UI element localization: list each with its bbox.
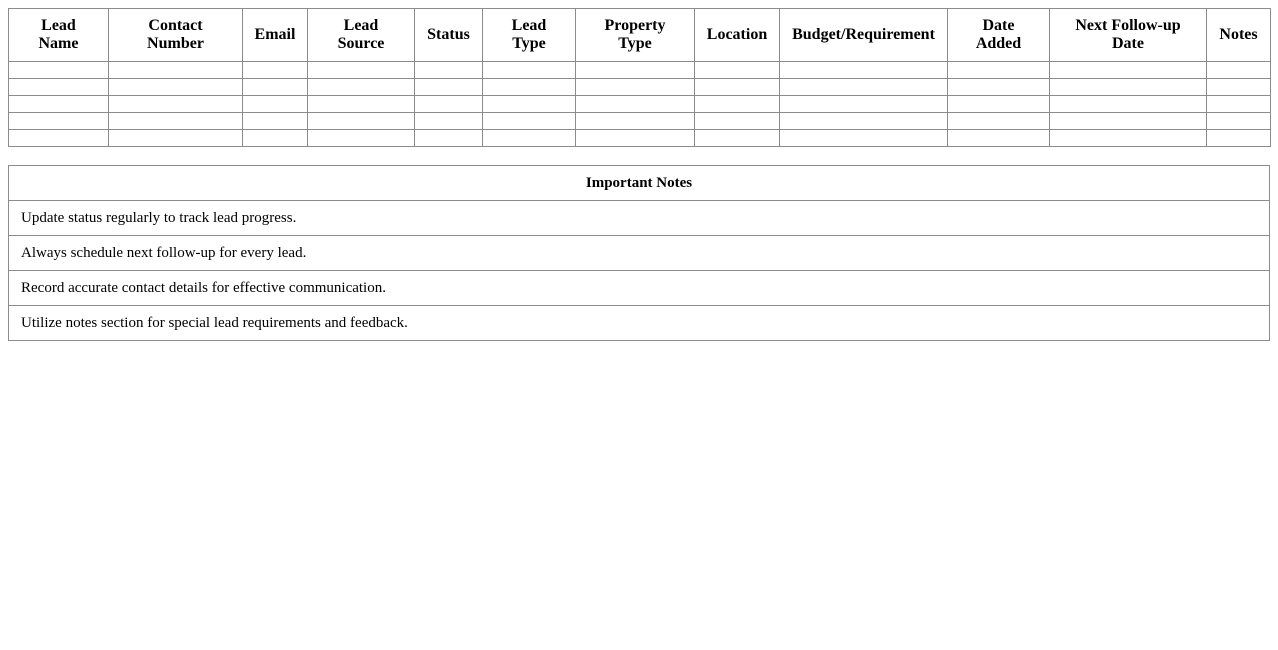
table-cell (1050, 96, 1207, 113)
note-item: Utilize notes section for special lead requirements and feedback. (9, 306, 1270, 341)
header-label: Location (706, 26, 768, 43)
table-cell (109, 62, 243, 79)
table-cell (308, 96, 415, 113)
table-cell (576, 130, 695, 147)
table-cell (483, 96, 576, 113)
table-cell (483, 130, 576, 147)
table-cell (695, 130, 780, 147)
column-header-date-added (948, 9, 1050, 62)
note-row (9, 306, 1270, 341)
table-cell (483, 79, 576, 96)
header-row (9, 9, 1271, 62)
header-label: Lead Name (38, 17, 79, 52)
table-row (9, 113, 1271, 130)
table-cell (1207, 79, 1271, 96)
table-cell (9, 96, 109, 113)
table-cell (483, 113, 576, 130)
table-cell (695, 62, 780, 79)
table-cell (948, 113, 1050, 130)
table-cell (415, 62, 483, 79)
table-cell (948, 62, 1050, 79)
column-header-lead-name (9, 9, 109, 62)
header-label: Contact Number (147, 17, 204, 52)
header-label: Property Type (604, 17, 666, 52)
note-row (9, 201, 1270, 236)
header-label: Email (254, 26, 296, 43)
column-header-status (415, 9, 483, 62)
important-notes-table (8, 165, 1270, 341)
table-cell (1207, 130, 1271, 147)
lead-tracker-table (8, 8, 1271, 147)
table-cell (243, 113, 308, 130)
notes-header-row (9, 166, 1270, 201)
table-cell (576, 96, 695, 113)
column-header-contact-number (109, 9, 243, 62)
note-item: Update status regularly to track lead progress. (9, 201, 1270, 236)
note-item: Record accurate contact details for effective communication. (9, 271, 1270, 306)
column-header-location (695, 9, 780, 62)
table-row (9, 79, 1271, 96)
table-cell (109, 79, 243, 96)
column-header-lead-source (308, 9, 415, 62)
header-label: Lead Source (337, 17, 385, 52)
notes-title: Important Notes (9, 166, 1270, 201)
table-row (9, 130, 1271, 147)
table-cell (1050, 79, 1207, 96)
table-cell (948, 130, 1050, 147)
table-cell (109, 96, 243, 113)
table-cell (415, 96, 483, 113)
column-header-lead-type (483, 9, 576, 62)
table-row (9, 62, 1271, 79)
table-cell (780, 130, 948, 147)
table-cell (576, 62, 695, 79)
table-cell (308, 113, 415, 130)
column-header-email (243, 9, 308, 62)
header-label: Budget/Requirement (792, 26, 935, 43)
table-cell (780, 62, 948, 79)
table-cell (415, 130, 483, 147)
table-cell (9, 79, 109, 96)
table-cell (243, 130, 308, 147)
column-header-property-type (576, 9, 695, 62)
header-label: Lead Type (511, 17, 547, 52)
table-cell (308, 130, 415, 147)
table-cell (1207, 96, 1271, 113)
table-cell (780, 96, 948, 113)
note-row (9, 236, 1270, 271)
table-cell (695, 113, 780, 130)
table-cell (1050, 113, 1207, 130)
lead-table-body (9, 62, 1271, 147)
table-cell (780, 113, 948, 130)
table-cell (9, 62, 109, 79)
note-row (9, 271, 1270, 306)
column-header-next-follow-up-date (1050, 9, 1207, 62)
table-cell (308, 79, 415, 96)
table-cell (415, 113, 483, 130)
table-cell (576, 79, 695, 96)
table-cell (1050, 62, 1207, 79)
table-cell (9, 113, 109, 130)
table-cell (308, 62, 415, 79)
table-cell (243, 79, 308, 96)
table-cell (243, 96, 308, 113)
header-label: Notes (1219, 26, 1258, 43)
table-cell (109, 113, 243, 130)
table-cell (1207, 62, 1271, 79)
table-cell (695, 79, 780, 96)
header-label: Status (427, 26, 470, 43)
table-cell (109, 130, 243, 147)
column-header-budget-requirement (780, 9, 948, 62)
table-cell (243, 62, 308, 79)
table-cell (948, 96, 1050, 113)
column-header-notes (1207, 9, 1271, 62)
table-cell (948, 79, 1050, 96)
table-row (9, 96, 1271, 113)
table-cell (1207, 113, 1271, 130)
table-cell (780, 79, 948, 96)
header-label: Date Added (975, 17, 1022, 52)
table-cell (576, 113, 695, 130)
table-cell (9, 130, 109, 147)
header-label: Next Follow-up Date (1075, 17, 1181, 52)
table-cell (415, 79, 483, 96)
note-item: Always schedule next follow-up for every lead. (9, 236, 1270, 271)
table-cell (695, 96, 780, 113)
table-cell (1050, 130, 1207, 147)
table-cell (483, 62, 576, 79)
